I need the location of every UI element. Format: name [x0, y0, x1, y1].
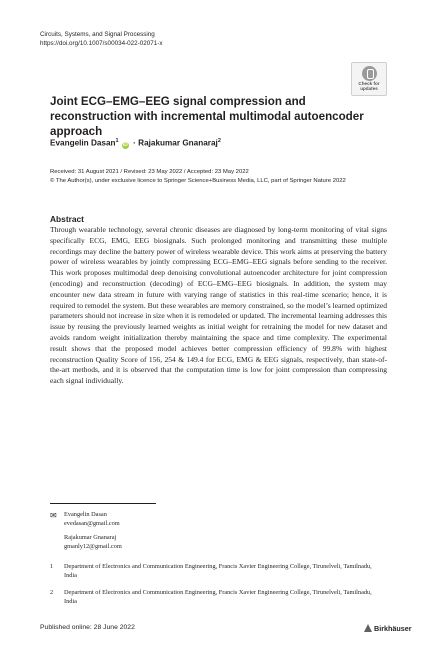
- check-for-updates-badge[interactable]: [351, 62, 387, 96]
- abstract-text: Through wearable technology, several chronic diseases are diagnosed by long-term monitoring of vital signs specifically ECG, EMG, EEG biosignals. Such prolonged monitoring and transmitting these multiple recordings may decline the battery power of wireless wearable device. This work aims at preserving the battery power of wireless wearables by jointly compressing ECG–EMG–EEG signals before sending to the receiver. This work proposes multimodal deep denoising convolutional autoencoder architecture for joint compression (encoding) and reconstruction (decoding) of ECG–EMG–EEG biosignals. In addition, the system may encounter new data stream in future with varying range of statistics in this real-time scenario; hence, it is required to remodel the system. But these wearables are memory constrained, so the model’s learned optimized parameters should not increase in size when it is remodeled or updated. The incremental learning addresses this issue by reusing the previously learned weights as initial weight for retraining the model for new dataset and avoids random weight initialization thereby maintaining the space and time complexity. The experimental result shows that the proposed model achieves better compression efficiency of 99.8% with highest reconstruction Quality Score of 156, 254 & 149.4 for ECG, EMG & EEG signals, respectively, than state-of-the-art methods, and it is observed that the computation time is low for joint compression than compressing each signal individually.: [50, 225, 387, 386]
- history-dates: Received: 31 August 2021 / Revised: 23 May 2022 / Accepted: 23 May 2022: [50, 169, 249, 175]
- contact-name: Evangelin Dasan: [64, 511, 107, 518]
- footnote-divider: [50, 503, 156, 504]
- author-affiliation-ref: 2: [217, 138, 221, 144]
- abstract-heading: Abstract: [50, 214, 84, 224]
- journal-header: [40, 30, 163, 48]
- article-title: Joint ECG–EMG–EEG signal compression and reconstruction with incremental multimodal autoencoder approach: [50, 95, 364, 138]
- affiliation-number: 2: [50, 589, 54, 596]
- author-list: [50, 138, 221, 149]
- publisher-name: Birkhäuser: [374, 624, 412, 633]
- published-date: Published online: 28 June 2022: [40, 624, 135, 631]
- affiliation: [50, 563, 384, 581]
- badge-line-1: Check for: [358, 81, 380, 86]
- author-separator: ·: [133, 138, 136, 148]
- affiliation-text: Department of Electronics and Communication Engineering, Francis Xavier Engineering College, Tirunelveli, Tamilnadu, India: [64, 563, 372, 579]
- badge-line-2: updates: [360, 86, 378, 91]
- affiliation-text: Department of Electronics and Communication Engineering, Francis Xavier Engineering College, Tirunelveli, Tamilnadu, India: [64, 589, 372, 605]
- affiliation-number: 1: [50, 563, 54, 570]
- author-affiliation-ref: 1: [115, 138, 119, 144]
- check-for-updates-icon: [362, 66, 377, 81]
- affiliation: [50, 589, 384, 607]
- author-name[interactable]: Evangelin Dasan: [50, 138, 116, 148]
- birkhauser-logo-icon: [364, 624, 372, 632]
- author-name[interactable]: Rajakumar Gnanaraj: [138, 138, 218, 148]
- contact-email[interactable]: gmanly12@gmail.com: [64, 543, 122, 551]
- contact-name: Rajakumar Gnanaraj: [64, 534, 117, 542]
- journal-name: Circuits, Systems, and Signal Processing: [40, 31, 155, 38]
- article-history: [50, 168, 346, 185]
- orcid-icon[interactable]: iD: [122, 141, 128, 148]
- copyright-notice: © The Author(s), under exclusive licence to Springer Science+Business Media, LLC, part of Springer Nature 2022: [50, 177, 346, 184]
- publisher-logo: [364, 624, 412, 633]
- envelope-icon: ✉: [50, 511, 57, 520]
- doi-link[interactable]: https://doi.org/10.1007/s00034-022-02071-x: [40, 40, 163, 47]
- corresponding-contacts: [64, 510, 122, 551]
- contact-email[interactable]: evedasan@gmail.com: [64, 520, 120, 528]
